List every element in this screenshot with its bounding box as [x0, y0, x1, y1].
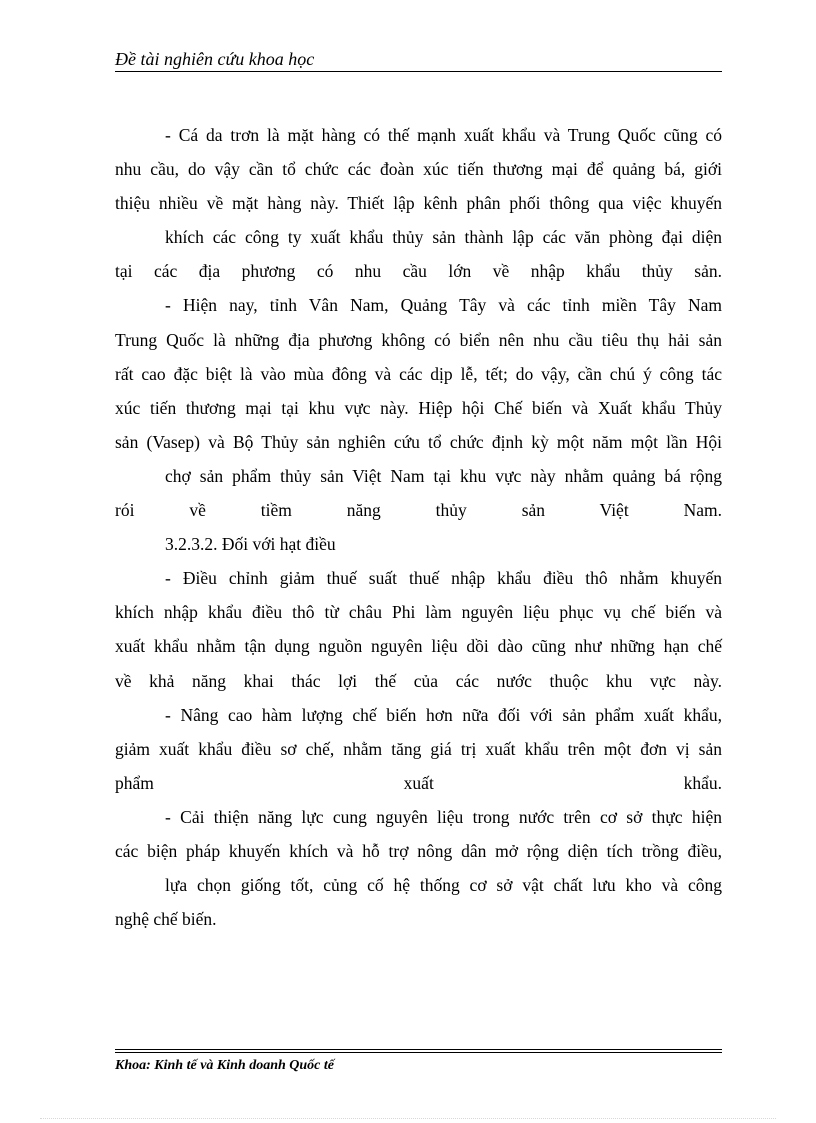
- paragraph-line: chợ sản phẩm thủy sản Việt Nam tại khu vực này nhằm quảng bá rộng: [165, 465, 722, 486]
- paragraph-line: - Hiện nay, tỉnh Vân Nam, Quảng Tây và các tỉnh miền Tây Nam: [165, 295, 722, 316]
- paragraph-line: rói về tiềm năng thủy sản Việt Nam.: [115, 500, 722, 521]
- page-edge-divider: [40, 1118, 776, 1119]
- document-body: [115, 118, 722, 936]
- page-footer: [115, 1049, 722, 1076]
- paragraph-line: giảm xuất khẩu điều sơ chế, nhằm tăng giá trị xuất khẩu trên một đơn vị sản: [115, 738, 722, 759]
- paragraph-line: nhu cầu, do vậy cần tổ chức các đoàn xúc tiến thương mại để quảng bá, giới: [115, 159, 722, 180]
- paragraph-line: xúc tiến thương mại tại khu vực này. Hiệp hội Chế biến và Xuất khẩu Thủy: [115, 397, 722, 418]
- paragraph-line: rất cao đặc biệt là vào mùa đông và các dịp lễ, tết; do vậy, cần chú ý công tác: [115, 363, 722, 384]
- paragraph-line: nghệ chế biến.: [115, 909, 217, 930]
- paragraph-line: phẩm xuất khẩu.: [115, 772, 722, 793]
- paragraph-line: Trung Quốc là những địa phương không có biển nên nhu cầu tiêu thụ hải sản: [115, 329, 722, 350]
- page-header: [115, 47, 722, 72]
- header-title: Đề tài nghiên cứu khoa học: [115, 49, 315, 69]
- section-heading: 3.2.3.2. Đối với hạt điều: [165, 534, 336, 555]
- footer-text: Khoa: Kinh tế và Kinh doanh Quốc tế: [115, 1058, 334, 1073]
- paragraph-line: sản (Vasep) và Bộ Thủy sản nghiên cứu tổ chức định kỳ một năm một lần Hội: [115, 431, 722, 452]
- paragraph-line: về khả năng khai thác lợi thế của các nước thuộc khu vực này.: [115, 670, 722, 691]
- paragraph-line: tại các địa phương có nhu cầu lớn về nhập khẩu thủy sản.: [115, 261, 722, 282]
- paragraph-line: - Nâng cao hàm lượng chế biến hơn nữa đối với sản phẩm xuất khẩu,: [165, 704, 722, 725]
- paragraph-line: các biện pháp khuyến khích và hỗ trợ nông dân mở rộng diện tích trồng điều,: [115, 840, 722, 861]
- paragraph-line: khích nhập khẩu điều thô từ châu Phi làm nguyên liệu phục vụ chế biến và: [115, 602, 722, 623]
- paragraph-line: lựa chọn giống tốt, củng cố hệ thống cơ sở vật chất lưu kho và công: [165, 875, 722, 896]
- footer-rule-bottom: [115, 1052, 722, 1053]
- paragraph-line: thiệu nhiều về mặt hàng này. Thiết lập kênh phân phối thông qua việc khuyến: [115, 193, 722, 214]
- header-rule: [115, 71, 722, 72]
- paragraph-line: khích các công ty xuất khẩu thủy sản thành lập các văn phòng đại diện: [165, 227, 722, 248]
- paragraph-line: - Cá da trơn là mặt hàng có thế mạnh xuất khẩu và Trung Quốc cũng có: [165, 125, 722, 145]
- paragraph-line: - Cải thiện năng lực cung nguyên liệu trong nước trên cơ sở thực hiện: [165, 806, 722, 827]
- paragraph-line: - Điều chỉnh giảm thuế suất thuế nhập khẩu điều thô nhằm khuyến: [165, 568, 722, 589]
- paragraph-line: xuất khẩu nhằm tận dụng nguồn nguyên liệu dồi dào cũng như những hạn chế: [115, 636, 722, 657]
- footer-rule-top: [115, 1049, 722, 1050]
